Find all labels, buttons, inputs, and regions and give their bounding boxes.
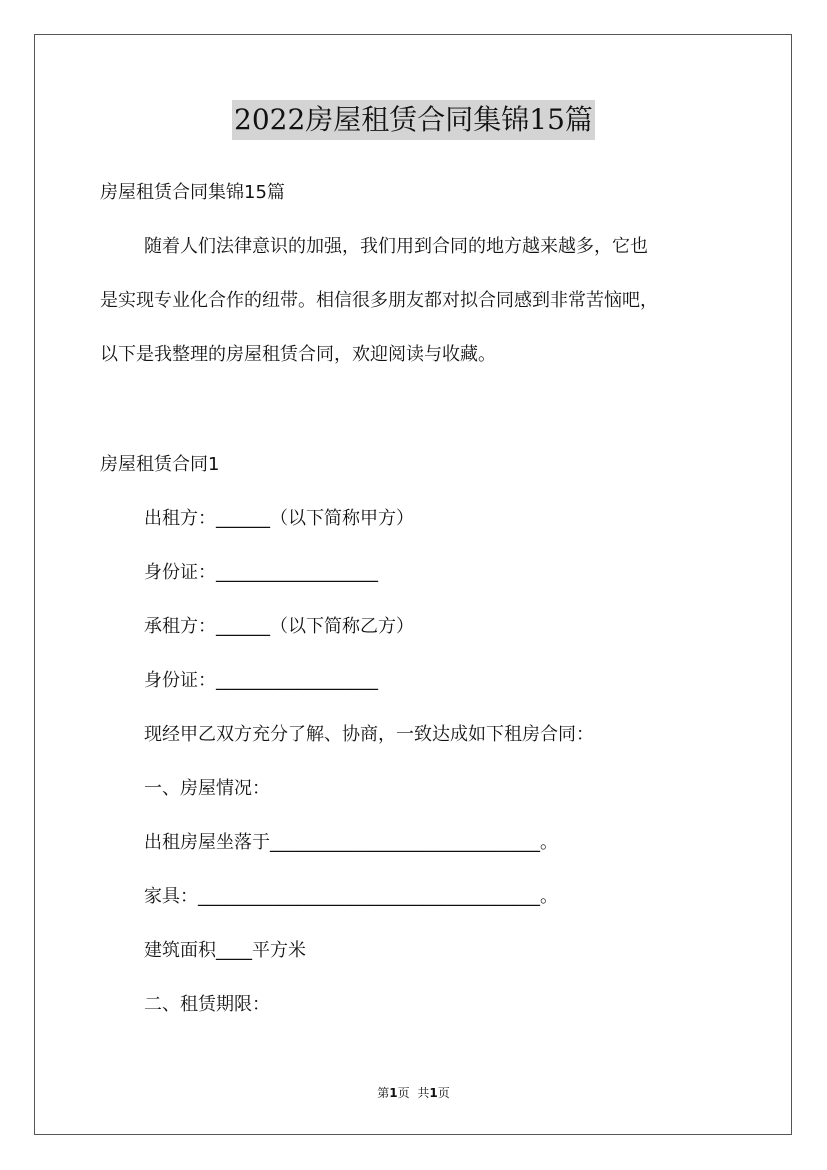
title-container bbox=[0, 100, 827, 140]
intro-paragraph bbox=[100, 234, 730, 368]
clause-1-heading: 一、房屋情况： bbox=[144, 778, 270, 799]
intro-line-3: 以下是我整理的房屋租赁合同，欢迎阅读与收藏。 bbox=[100, 344, 496, 365]
intro-line-1: 随着人们法律意识的加强，我们用到合同的地方越来越多，它也 bbox=[144, 236, 648, 257]
document-title: 2022房屋租赁合同集锦15篇 bbox=[232, 100, 595, 140]
lessor-id-line: 身份证：__________________ bbox=[144, 562, 378, 583]
lessee-line: 承租方：______（以下简称乙方） bbox=[144, 616, 414, 637]
lessee-id-line: 身份证：__________________ bbox=[144, 670, 378, 691]
location-line: 出租房屋坐落于______________________________。 bbox=[144, 832, 558, 853]
section-heading: 房屋租赁合同1 bbox=[100, 454, 220, 475]
footer-total-suffix: 页 bbox=[437, 1086, 450, 1100]
area-line: 建筑面积____平方米 bbox=[144, 940, 306, 961]
footer-total-prefix: 共 bbox=[417, 1086, 430, 1100]
lessor-line: 出租方：______（以下简称甲方） bbox=[144, 508, 414, 529]
footer-total-number: 1 bbox=[429, 1086, 438, 1100]
footer-page-prefix: 第 bbox=[377, 1086, 390, 1100]
footer-page-suffix: 页 bbox=[397, 1086, 410, 1100]
document-subtitle: 房屋租赁合同集锦15篇 bbox=[100, 182, 285, 203]
page-footer bbox=[0, 1084, 827, 1101]
agreement-line: 现经甲乙双方充分了解、协商，一致达成如下租房合同： bbox=[144, 724, 594, 745]
clause-2-heading: 二、租赁期限： bbox=[144, 994, 270, 1015]
furniture-line: 家具：______________________________________。 bbox=[144, 886, 558, 907]
intro-line-2: 是实现专业化合作的纽带。相信很多朋友都对拟合同感到非常苦恼吧， bbox=[100, 290, 658, 311]
footer-page-number: 1 bbox=[389, 1086, 398, 1100]
